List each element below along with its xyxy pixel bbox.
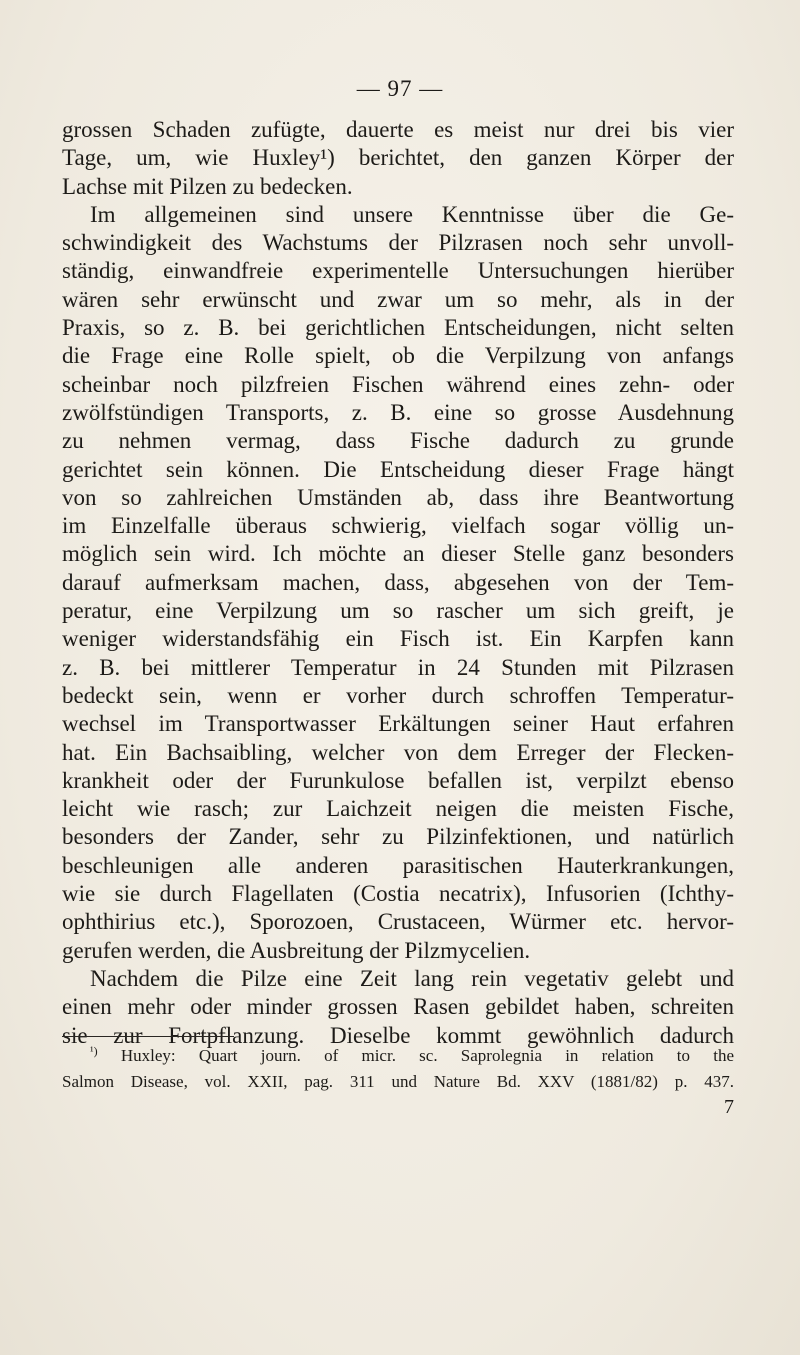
text-line: peratur, eine Verpilzung um so rascher um sich greift, je: [62, 598, 734, 624]
text-line: scheinbar noch pilzfreien Fischen während eines zehn- oder: [62, 371, 734, 397]
text-line: zu nehmen vermag, dass Fische dadurch zu grunde: [62, 428, 734, 454]
text-line: gerichtet sein können. Die Entscheidung dieser Frage hängt: [62, 456, 734, 482]
body-text: [62, 116, 734, 1050]
text-line: wechsel im Transportwasser Erkältungen seiner Haut erfahren: [62, 711, 734, 737]
text-line: bedeckt sein, wenn er vorher durch schroffen Temperatur-: [62, 682, 734, 708]
footnote: [62, 1043, 734, 1095]
text-line: ständig, einwandfreie experimentelle Untersuchungen hierüber: [62, 258, 734, 284]
text-line: möglich sein wird. Ich möchte an dieser Stelle ganz besonders: [62, 541, 734, 567]
text-line: z. B. bei mittlerer Temperatur in 24 Stunden mit Pilzrasen: [62, 654, 734, 680]
text-line: Nachdem die Pilze eine Zeit lang rein vegetativ gelebt und: [90, 965, 734, 991]
text-line: grossen Schaden zufügte, dauerte es meist nur drei bis vier: [62, 117, 734, 142]
signature-mark: 7: [724, 1096, 734, 1118]
page-number-header: — 97 —: [356, 76, 444, 101]
paragraph: [62, 201, 734, 965]
text-line: schwindigkeit des Wachstums der Pilzrasen noch sehr unvoll-: [62, 230, 734, 256]
text-line: weniger widerstandsfähig ein Fisch ist. Ein Karpfen kann: [62, 626, 734, 652]
text-line: Im allgemeinen sind unsere Kenntnisse über die Ge-: [90, 201, 734, 227]
text-line: krankheit oder der Furunkulose befallen ist, verpilzt ebenso: [62, 767, 734, 793]
text-line: hat. Ein Bachsaibling, welcher von dem Erreger der Flecken-: [62, 739, 734, 765]
text-line: darauf aufmerksam machen, dass, abgesehen von der Tem-: [62, 569, 734, 595]
footnote-divider: [62, 1036, 234, 1037]
text-line: im Einzelfalle überaus schwierig, vielfach sogar völlig un-: [62, 513, 734, 539]
footnote-marker: ¹): [90, 1044, 98, 1058]
text-line: sie zur Fortpflanzung. Dieselbe kommt gewöhnlich dadurch: [62, 1022, 734, 1048]
text-line: beschleunigen alle anderen parasitischen Hauterkrankungen,: [62, 852, 734, 878]
text-line: leicht wie rasch; zur Laichzeit neigen die meisten Fische,: [62, 796, 734, 822]
text-line: Lachse mit Pilzen zu bedecken.: [62, 173, 353, 199]
text-line: gerufen werden, die Ausbreitung der Pilzmycelien.: [62, 937, 531, 963]
text-line: zwölfstündigen Transports, z. B. eine so grosse Ausdehnung: [62, 399, 734, 425]
text-line: von so zahlreichen Umständen ab, dass ihre Beantwortung: [62, 484, 734, 510]
text-line: besonders der Zander, sehr zu Pilzinfektionen, und natürlich: [62, 824, 734, 850]
footnote-line-1: [62, 1043, 734, 1069]
paragraph: [62, 116, 734, 201]
text-line: Praxis, so z. B. bei gerichtlichen Entscheidungen, nicht selten: [62, 315, 734, 341]
text-line: die Frage eine Rolle spielt, ob die Verpilzung von anfangs: [62, 343, 734, 369]
paragraph: [62, 965, 734, 1050]
text-line: wie sie durch Flagellaten (Costia necatrix), Infusorien (Ichthy-: [62, 881, 734, 907]
footnote-text-1: Huxley: Quart journ. of micr. sc. Saprolegnia in relation to the: [120, 1046, 735, 1065]
text-line: einen mehr oder minder grossen Rasen gebildet haben, schreiten: [62, 994, 734, 1020]
text-line: wären sehr erwünscht und zwar um so mehr, als in der: [62, 286, 734, 312]
text-line: Tage, um, wie Huxley¹) berichtet, den ganzen Körper der: [62, 145, 734, 171]
text-line: ophthirius etc.), Sporozoen, Crustaceen, Würmer etc. hervor-: [62, 909, 734, 935]
footnote-line-2: Salmon Disease, vol. XXII, pag. 311 und Nature Bd. XXV (1881/82) p. 437.: [62, 1072, 734, 1091]
